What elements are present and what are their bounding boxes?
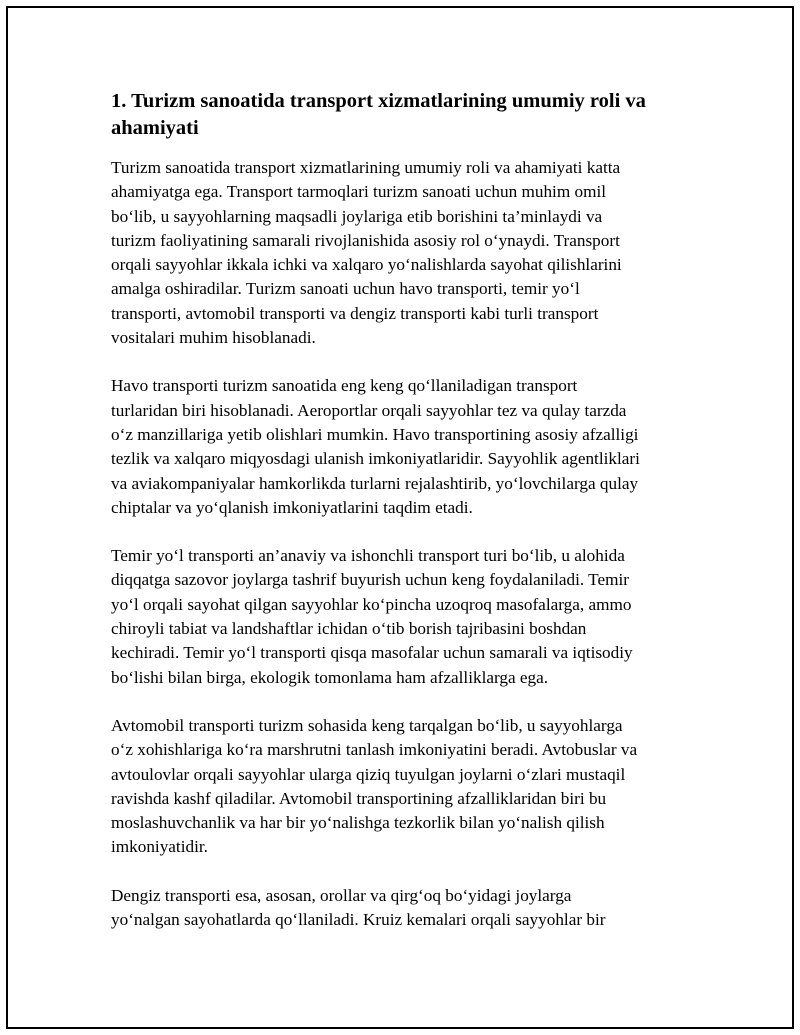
text-line: diqqatga sazovor joylarga tashrif buyurish uchun keng foydalaniladi. Temir — [111, 570, 629, 590]
text-line: ravishda kashf qiladilar. Avtomobil transportining afzalliklaridan biri bu — [111, 788, 607, 808]
text-line: turlaridan biri hisoblanadi. Aeroportlar orqali sayyohlar tez va qulay tarzda — [111, 400, 627, 420]
text-line: Avtomobil transporti turizm sohasida keng tarqalgan bo‘lib, u sayyohlarga — [111, 715, 623, 735]
document-body — [111, 88, 686, 956]
text-line: Dengiz transporti esa, asosan, orollar va qirg‘oq bo‘yidagi joylarga — [111, 885, 572, 905]
paragraph-rail-transport — [111, 544, 686, 690]
text-line: kechiradi. Temir yo‘l transporti qisqa masofalar uchun samarali va iqtisodiy — [111, 643, 633, 663]
text-line: ahamiyatga ega. Transport tarmoqlari turizm sanoati uchun muhim omil — [111, 182, 606, 202]
text-line: chiroyli tabiat va landshaftlar ichidan o‘tib borish tajribasini boshdan — [111, 619, 587, 639]
text-line: avtoulovlar orqali sayyohlar ularga qiziq tuyulgan joylarni o‘zlari mustaqil — [111, 764, 626, 784]
section-heading — [111, 88, 686, 142]
text-line: transporti, avtomobil transporti va dengiz transporti kabi turli transport — [111, 303, 599, 323]
text-line: bo‘lib, u sayyohlarning maqsadli joylariga etib borishini ta’minlaydi va — [111, 206, 603, 226]
paragraph-sea-transport — [111, 884, 686, 933]
paragraph-road-transport — [111, 714, 686, 860]
text-line: vositalari muhim hisoblanadi. — [111, 328, 316, 348]
text-line: Temir yo‘l transporti an’anaviy va ishonchli transport turi bo‘lib, u alohida — [111, 546, 625, 566]
text-line: Havo transporti turizm sanoatida eng keng qo‘llaniladigan transport — [111, 376, 578, 396]
heading-line: ahamiyati — [111, 117, 199, 139]
text-line: Turizm sanoatida transport xizmatlarining umumiy roli va ahamiyati katta — [111, 158, 621, 177]
text-line: o‘z manzillariga yetib olishlari mumkin. Havo transportining asosiy afzalligi — [111, 424, 639, 444]
text-line: tezlik va xalqaro miqyosdagi ulanish imkoniyatlaridir. Sayyohlik agentliklari — [111, 449, 640, 469]
paragraph-overview — [111, 156, 686, 350]
text-line: moslashuvchanlik va har bir yo‘nalishga tezkorlik bilan yo‘nalish qilish — [111, 813, 605, 833]
text-line: yo‘l orqali sayohat qilgan sayyohlar ko‘pincha uzoqroq masofalarga, ammo — [111, 594, 632, 614]
heading-line: 1. Turizm sanoatida transport xizmatlarining umumiy roli va — [111, 90, 646, 112]
paragraph-air-transport — [111, 374, 686, 520]
text-line: yo‘nalgan sayohatlarda qo‘llaniladi. Kruiz kemalari orqali sayyohlar bir — [111, 910, 606, 930]
text-line: orqali sayyohlar ikkala ichki va xalqaro yo‘nalishlarda sayohat qilishlarini — [111, 255, 622, 275]
text-line: imkoniyatidir. — [111, 837, 208, 857]
text-line: chiptalar va yo‘qlanish imkoniyatlarini taqdim etadi. — [111, 497, 473, 517]
text-line: o‘z xohishlariga ko‘ra marshrutni tanlash imkoniyatini beradi. Avtobuslar va — [111, 740, 638, 760]
text-line: turizm faoliyatining samarali rivojlanishida asosiy rol o‘ynaydi. Transport — [111, 230, 620, 250]
text-line: amalga oshiradilar. Turizm sanoati uchun havo transporti, temir yo‘l — [111, 279, 580, 299]
text-line: bo‘lishi bilan birga, ekologik tomonlama ham afzalliklarga ega. — [111, 667, 549, 687]
text-line: va aviakompaniyalar hamkorlikda turlarni rejalashtirib, yo‘lovchilarga qulay — [111, 473, 639, 493]
